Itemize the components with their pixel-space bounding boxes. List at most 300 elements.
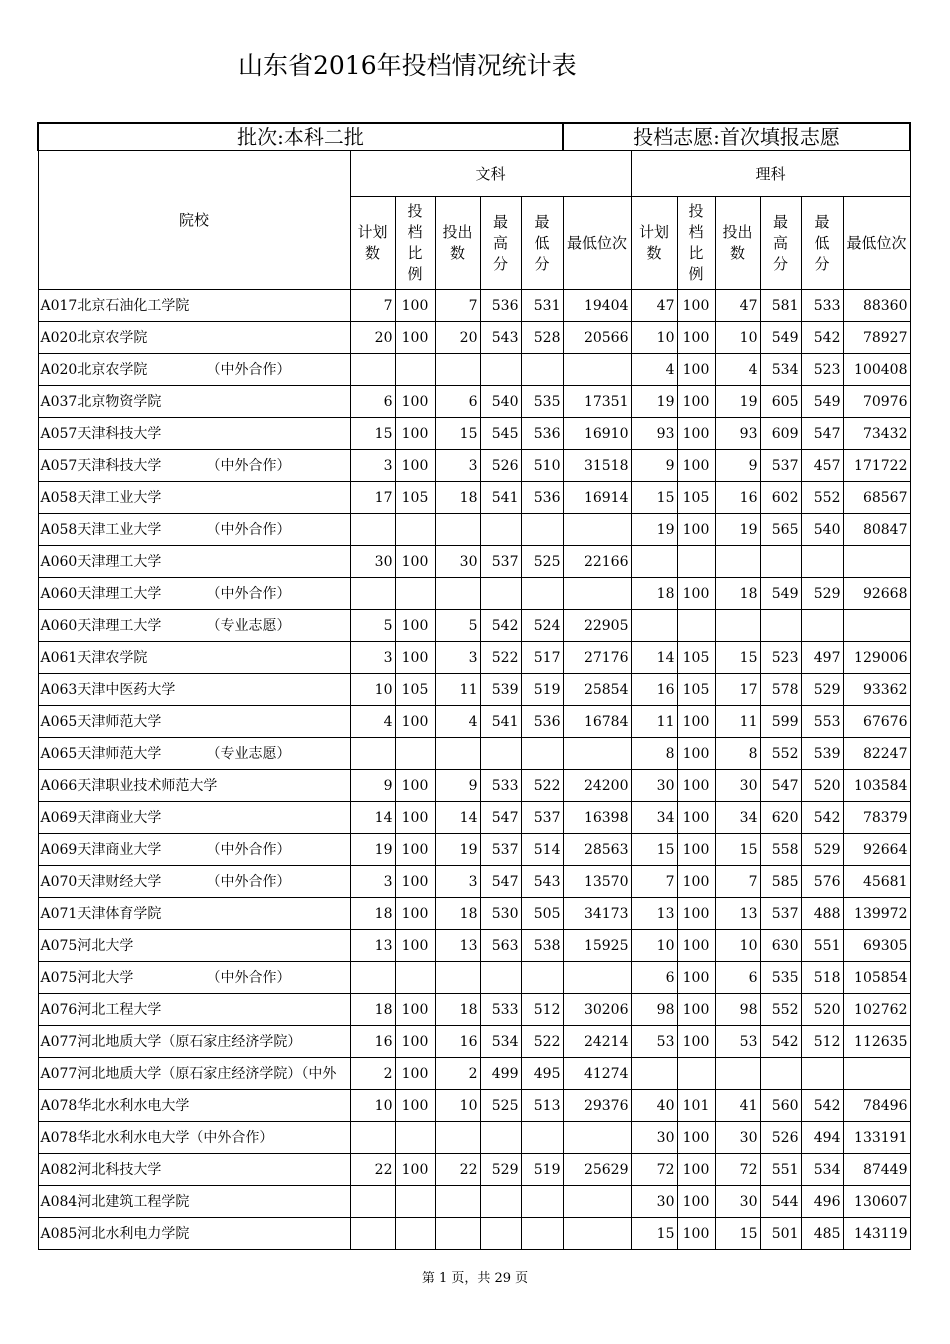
page-title: 山东省2016年投档情况统计表 [238, 51, 577, 80]
like-cell: 549 [801, 386, 843, 418]
admission-table [37, 122, 911, 1250]
like-cell: 11 [715, 706, 760, 738]
like-cell: 529 [801, 674, 843, 706]
school-name-cell [38, 514, 350, 546]
wenke-cell [521, 354, 563, 386]
wenke-cell [521, 1186, 563, 1218]
wenke-cell: 13 [350, 930, 395, 962]
like-cell [631, 610, 677, 642]
wenke-cell: 537 [521, 802, 563, 834]
school-name-cell [38, 834, 350, 866]
wenke-cell: 537 [480, 546, 521, 578]
like-cell: 585 [760, 866, 801, 898]
table-row [38, 1090, 910, 1122]
wenke-cell: 15 [350, 418, 395, 450]
wenke-cell: 11 [435, 674, 480, 706]
wenke-cell: 100 [395, 930, 435, 962]
like-cell: 15 [631, 482, 677, 514]
school-name: A037北京物资学院 [40, 393, 162, 410]
wenke-cell: 510 [521, 450, 563, 482]
school-name: A069天津商业大学 [40, 841, 162, 858]
like-cell [843, 1058, 910, 1090]
wenke-cell: 531 [521, 290, 563, 322]
like-cell: 30 [715, 770, 760, 802]
like-cell: 537 [760, 450, 801, 482]
wenke-cell: 3 [435, 642, 480, 674]
wenke-cell: 30 [350, 546, 395, 578]
like-cell: 69305 [843, 930, 910, 962]
wenke-col-header: 投出数 [435, 197, 480, 290]
table-row [38, 1058, 910, 1090]
like-cell: 547 [801, 418, 843, 450]
wenke-cell: 100 [395, 1090, 435, 1122]
like-cell: 100 [677, 994, 715, 1026]
school-name: A085河北水利电力学院 [40, 1225, 190, 1242]
like-cell: 529 [801, 578, 843, 610]
wenke-cell: 100 [395, 386, 435, 418]
wenke-cell [521, 1218, 563, 1250]
wenke-cell: 100 [395, 994, 435, 1026]
like-cell: 34 [715, 802, 760, 834]
wenke-cell: 534 [480, 1026, 521, 1058]
wenke-cell [395, 962, 435, 994]
like-cell: 34 [631, 802, 677, 834]
wenke-cell: 2 [435, 1058, 480, 1090]
table-row [38, 866, 910, 898]
like-cell [760, 1058, 801, 1090]
preference-label: 投档志愿:首次填报志愿 [633, 125, 840, 149]
like-cell: 552 [760, 994, 801, 1026]
like-cell: 533 [801, 290, 843, 322]
wenke-cell [395, 1218, 435, 1250]
school-note: （中外合作） [206, 361, 291, 378]
like-col-header: 最高分 [760, 197, 801, 290]
school-name-cell [38, 1090, 350, 1122]
like-cell: 7 [631, 866, 677, 898]
wenke-cell: 100 [395, 898, 435, 930]
like-cell: 82247 [843, 738, 910, 770]
like-cell [677, 546, 715, 578]
wenke-cell: 22166 [563, 546, 631, 578]
like-cell: 501 [760, 1218, 801, 1250]
school-name-cell [38, 706, 350, 738]
wenke-cell: 536 [521, 706, 563, 738]
table-row [38, 962, 910, 994]
like-cell: 45681 [843, 866, 910, 898]
school-name-cell [38, 802, 350, 834]
wenke-cell: 13 [435, 930, 480, 962]
wenke-cell: 14 [350, 802, 395, 834]
wenke-cell: 19 [435, 834, 480, 866]
wenke-cell: 29376 [563, 1090, 631, 1122]
table-row [38, 1218, 910, 1250]
like-cell: 602 [760, 482, 801, 514]
like-cell: 30 [631, 770, 677, 802]
like-cell: 565 [760, 514, 801, 546]
like-cell: 542 [801, 1090, 843, 1122]
like-cell: 100 [677, 738, 715, 770]
wenke-cell: 9 [350, 770, 395, 802]
wenke-col-header: 最低分 [521, 197, 563, 290]
school-name-cell [38, 866, 350, 898]
like-cell: 19 [715, 386, 760, 418]
wenke-cell: 18 [350, 898, 395, 930]
wenke-cell: 533 [480, 770, 521, 802]
like-cell: 72 [631, 1154, 677, 1186]
school-name: A065天津师范大学 [40, 745, 162, 762]
like-cell: 18 [631, 578, 677, 610]
school-name-cell [38, 642, 350, 674]
wenke-cell: 536 [480, 290, 521, 322]
like-cell [715, 1058, 760, 1090]
like-cell: 93362 [843, 674, 910, 706]
table-row [38, 1122, 910, 1154]
school-name-cell [38, 546, 350, 578]
school-name-cell [38, 994, 350, 1026]
wenke-cell: 100 [395, 770, 435, 802]
like-cell: 551 [760, 1154, 801, 1186]
like-cell: 40 [631, 1090, 677, 1122]
school-name: A078华北水利水电大学 [40, 1097, 190, 1114]
like-cell: 544 [760, 1186, 801, 1218]
table-row [38, 770, 910, 802]
wenke-cell [435, 514, 480, 546]
school-name: A063天津中医药大学 [40, 681, 176, 698]
like-cell [801, 546, 843, 578]
wenke-cell: 100 [395, 1154, 435, 1186]
like-cell: 547 [760, 770, 801, 802]
wenke-cell: 525 [480, 1090, 521, 1122]
wenke-cell: 542 [480, 610, 521, 642]
like-cell: 100 [677, 866, 715, 898]
wenke-cell [480, 1122, 521, 1154]
like-cell: 534 [760, 354, 801, 386]
like-cell: 15 [631, 1218, 677, 1250]
like-cell: 620 [760, 802, 801, 834]
wenke-cell [435, 1122, 480, 1154]
like-cell: 130607 [843, 1186, 910, 1218]
wenke-cell [350, 1122, 395, 1154]
school-name-cell [38, 1026, 350, 1058]
wenke-cell: 517 [521, 642, 563, 674]
like-cell: 457 [801, 450, 843, 482]
school-name-cell [38, 930, 350, 962]
like-cell: 17 [715, 674, 760, 706]
like-cell: 10 [715, 930, 760, 962]
wenke-cell [435, 1218, 480, 1250]
table-row [38, 738, 910, 770]
wenke-cell [395, 738, 435, 770]
wenke-cell: 541 [480, 482, 521, 514]
wenke-cell [350, 962, 395, 994]
like-cell: 100 [677, 578, 715, 610]
like-cell: 30 [715, 1186, 760, 1218]
wenke-cell: 100 [395, 642, 435, 674]
like-cell: 578 [760, 674, 801, 706]
like-cell: 100 [677, 834, 715, 866]
school-name: A075河北大学 [40, 969, 134, 986]
school-name-cell [38, 354, 350, 386]
school-name-cell [38, 738, 350, 770]
batch-label: 批次:本科二批 [237, 125, 364, 149]
school-header: 院校 [38, 151, 350, 290]
wenke-cell: 30206 [563, 994, 631, 1026]
wenke-cell [480, 578, 521, 610]
table-row [38, 354, 910, 386]
wenke-cell [395, 514, 435, 546]
like-cell: 70976 [843, 386, 910, 418]
wenke-cell: 3 [350, 642, 395, 674]
wenke-cell: 22 [350, 1154, 395, 1186]
wenke-cell [395, 578, 435, 610]
school-name-cell [38, 674, 350, 706]
wenke-cell: 100 [395, 834, 435, 866]
wenke-col-header: 最高分 [480, 197, 521, 290]
wenke-cell: 10 [350, 1090, 395, 1122]
wenke-cell [350, 738, 395, 770]
like-cell: 4 [631, 354, 677, 386]
like-cell: 87449 [843, 1154, 910, 1186]
like-cell: 105 [677, 642, 715, 674]
wenke-cell: 100 [395, 1026, 435, 1058]
wenke-col-header: 最低位次 [563, 197, 631, 290]
table-row [38, 898, 910, 930]
like-cell: 576 [801, 866, 843, 898]
like-cell: 609 [760, 418, 801, 450]
school-name: A069天津商业大学 [40, 809, 162, 826]
like-cell: 67676 [843, 706, 910, 738]
wenke-cell [395, 1122, 435, 1154]
school-name-cell [38, 1186, 350, 1218]
wenke-cell: 100 [395, 802, 435, 834]
wenke-cell [350, 514, 395, 546]
wenke-cell: 18 [435, 898, 480, 930]
school-note: （中外合作） [206, 521, 291, 538]
like-cell: 129006 [843, 642, 910, 674]
like-cell [760, 610, 801, 642]
like-cell: 30 [631, 1186, 677, 1218]
table-row [38, 514, 910, 546]
wenke-cell: 499 [480, 1058, 521, 1090]
school-name-cell [38, 1058, 350, 1090]
wenke-cell: 100 [395, 290, 435, 322]
like-cell [843, 610, 910, 642]
school-name-cell [38, 450, 350, 482]
like-cell: 19 [631, 386, 677, 418]
like-cell: 100 [677, 418, 715, 450]
wenke-cell: 20 [435, 322, 480, 354]
wenke-cell: 6 [350, 386, 395, 418]
wenke-cell: 19 [350, 834, 395, 866]
wenke-cell: 105 [395, 674, 435, 706]
wenke-cell [563, 962, 631, 994]
like-cell: 15 [715, 642, 760, 674]
table-row [38, 930, 910, 962]
school-name-cell [38, 322, 350, 354]
wenke-cell: 514 [521, 834, 563, 866]
wenke-cell: 34173 [563, 898, 631, 930]
wenke-cell [480, 962, 521, 994]
school-name-cell [38, 578, 350, 610]
wenke-cell: 19404 [563, 290, 631, 322]
school-name: A078华北水利水电大学（中外合作） [40, 1129, 274, 1146]
like-cell: 13 [631, 898, 677, 930]
like-cell: 534 [801, 1154, 843, 1186]
school-name-cell [38, 482, 350, 514]
school-name: A060天津理工大学 [40, 617, 162, 634]
school-name: A071天津体育学院 [40, 905, 162, 922]
like-cell: 8 [715, 738, 760, 770]
like-cell: 9 [631, 450, 677, 482]
wenke-cell: 27176 [563, 642, 631, 674]
wenke-cell: 563 [480, 930, 521, 962]
wenke-cell: 100 [395, 706, 435, 738]
wenke-cell: 100 [395, 610, 435, 642]
like-cell: 30 [715, 1122, 760, 1154]
like-cell: 101 [677, 1090, 715, 1122]
school-name: A070天津财经大学 [40, 873, 162, 890]
school-note: （中外合作） [206, 457, 291, 474]
table-row [38, 322, 910, 354]
wenke-cell: 14 [435, 802, 480, 834]
wenke-cell: 7 [435, 290, 480, 322]
wenke-cell [480, 1186, 521, 1218]
like-cell: 542 [801, 322, 843, 354]
school-name: A077河北地质大学（原石家庄经济学院） [40, 1033, 302, 1050]
like-cell: 13 [715, 898, 760, 930]
wenke-cell: 17 [350, 482, 395, 514]
wenke-cell: 17351 [563, 386, 631, 418]
wenke-cell: 100 [395, 450, 435, 482]
like-cell: 539 [801, 738, 843, 770]
wenke-cell: 105 [395, 482, 435, 514]
wenke-cell: 530 [480, 898, 521, 930]
like-cell: 92668 [843, 578, 910, 610]
wenke-cell [563, 1218, 631, 1250]
wenke-cell [350, 1218, 395, 1250]
wenke-cell: 525 [521, 546, 563, 578]
like-cell: 105854 [843, 962, 910, 994]
school-name: A084河北建筑工程学院 [40, 1193, 190, 1210]
like-col-header: 计划数 [631, 197, 677, 290]
table-row [38, 1186, 910, 1218]
table-row [38, 386, 910, 418]
wenke-cell [435, 962, 480, 994]
school-name: A057天津科技大学 [40, 457, 162, 474]
like-cell: 497 [801, 642, 843, 674]
like-cell: 93 [715, 418, 760, 450]
wenke-cell: 25629 [563, 1154, 631, 1186]
like-cell [677, 610, 715, 642]
wenke-cell: 3 [350, 866, 395, 898]
like-col-header: 最低分 [801, 197, 843, 290]
like-cell: 549 [760, 578, 801, 610]
wenke-cell: 15 [435, 418, 480, 450]
wenke-cell [521, 962, 563, 994]
wenke-cell: 3 [435, 866, 480, 898]
wenke-cell: 512 [521, 994, 563, 1026]
wenke-cell: 15925 [563, 930, 631, 962]
like-cell: 16 [631, 674, 677, 706]
like-col-header: 最低位次 [843, 197, 910, 290]
wenke-cell [395, 354, 435, 386]
school-note: （中外合作） [206, 873, 291, 890]
like-cell: 10 [715, 322, 760, 354]
school-name-cell [38, 290, 350, 322]
like-cell: 523 [760, 642, 801, 674]
table-row [38, 610, 910, 642]
like-cell [631, 1058, 677, 1090]
like-cell: 112635 [843, 1026, 910, 1058]
school-name-cell [38, 418, 350, 450]
school-name-cell [38, 1218, 350, 1250]
table-row [38, 834, 910, 866]
school-note: （中外合作） [206, 585, 291, 602]
like-cell: 488 [801, 898, 843, 930]
wenke-cell: 543 [521, 866, 563, 898]
wenke-cell: 16910 [563, 418, 631, 450]
wenke-cell: 28563 [563, 834, 631, 866]
wenke-cell: 3 [350, 450, 395, 482]
wenke-cell: 2 [350, 1058, 395, 1090]
like-cell: 7 [715, 866, 760, 898]
wenke-cell [563, 1186, 631, 1218]
wenke-cell: 3 [435, 450, 480, 482]
wenke-cell: 100 [395, 546, 435, 578]
wenke-cell: 100 [395, 322, 435, 354]
like-cell: 542 [760, 1026, 801, 1058]
wenke-cell: 22905 [563, 610, 631, 642]
wenke-cell: 10 [435, 1090, 480, 1122]
wenke-cell [480, 354, 521, 386]
wenke-cell: 4 [435, 706, 480, 738]
like-cell: 558 [760, 834, 801, 866]
wenke-cell [563, 514, 631, 546]
school-name: A020北京农学院 [40, 361, 148, 378]
school-name: A076河北工程大学 [40, 1001, 162, 1018]
like-cell: 73432 [843, 418, 910, 450]
like-cell: 553 [801, 706, 843, 738]
like-cell: 100 [677, 1026, 715, 1058]
wenke-cell: 18 [350, 994, 395, 1026]
like-cell: 53 [631, 1026, 677, 1058]
school-note: （专业志愿） [206, 745, 291, 762]
wenke-cell: 505 [521, 898, 563, 930]
like-cell: 549 [760, 322, 801, 354]
wenke-cell: 536 [521, 482, 563, 514]
like-cell: 100 [677, 962, 715, 994]
like-cell: 18 [715, 578, 760, 610]
like-cell: 105 [677, 674, 715, 706]
school-name: A082河北科技大学 [40, 1161, 162, 1178]
wenke-cell: 16784 [563, 706, 631, 738]
wenke-cell: 16398 [563, 802, 631, 834]
school-name: A077河北地质大学（原石家庄经济学院）（中外 [40, 1065, 337, 1082]
like-cell: 100 [677, 322, 715, 354]
like-cell: 552 [801, 482, 843, 514]
school-name: A065天津师范大学 [40, 713, 162, 730]
like-cell: 10 [631, 322, 677, 354]
wenke-cell: 41274 [563, 1058, 631, 1090]
like-cell: 100 [677, 770, 715, 802]
like-cell: 102762 [843, 994, 910, 1026]
school-name-cell [38, 610, 350, 642]
page-footer: 第 1 页，共 29 页 [421, 1271, 529, 1286]
like-cell: 19 [631, 514, 677, 546]
wenke-cell: 533 [480, 994, 521, 1026]
table-row [38, 1026, 910, 1058]
wenke-col-header: 投档比例 [395, 197, 435, 290]
